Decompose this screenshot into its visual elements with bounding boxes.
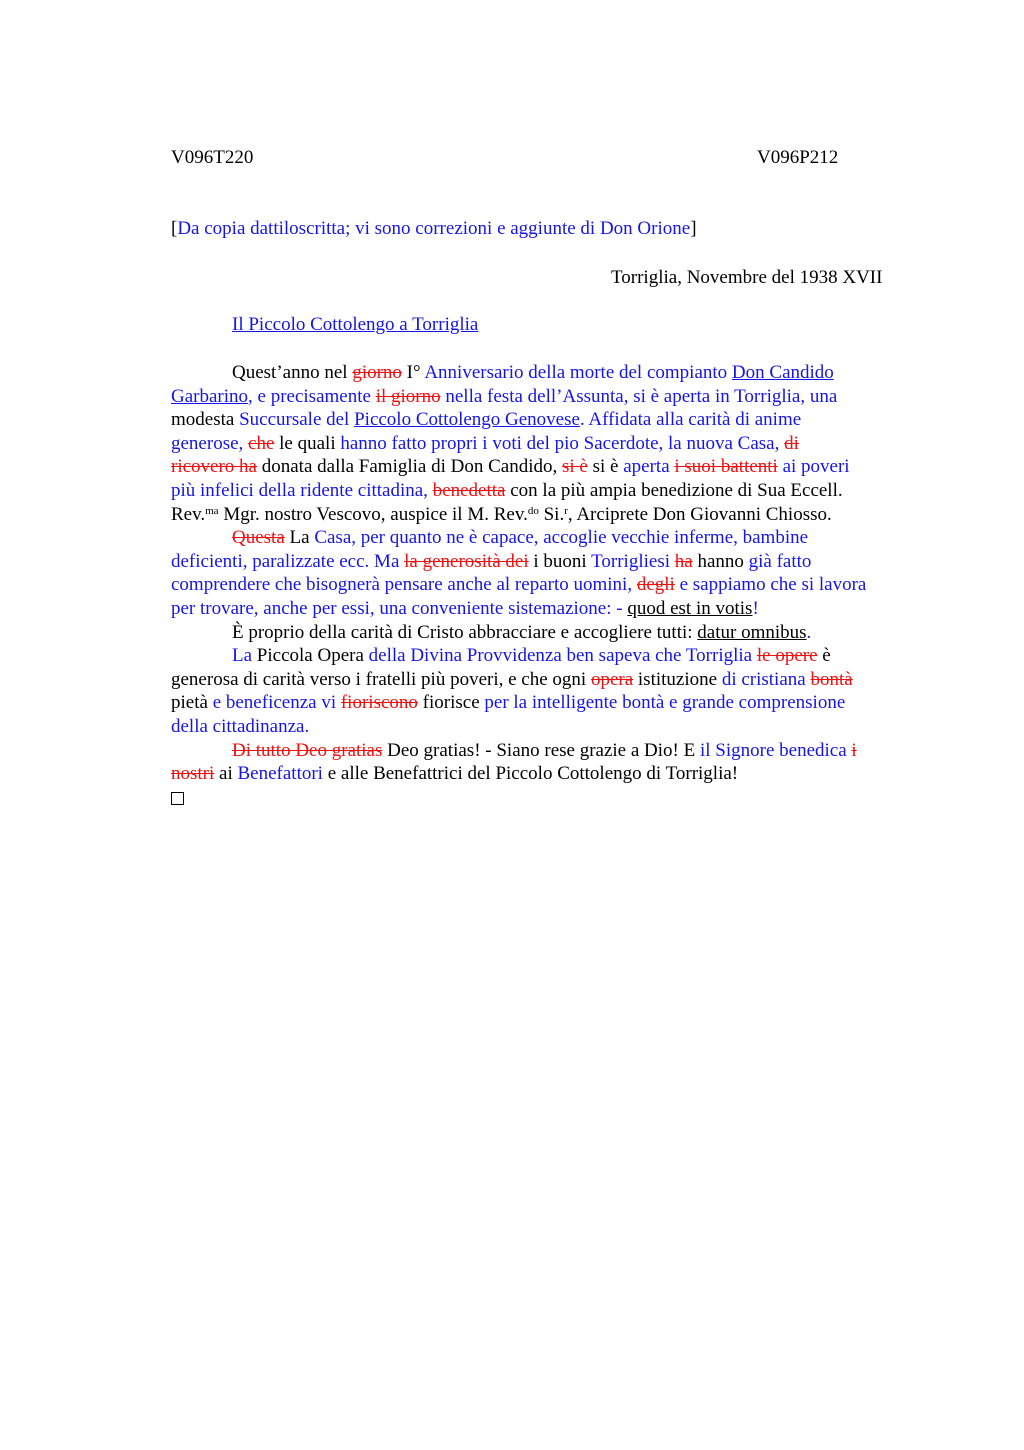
text-segment: pietà bbox=[171, 692, 213, 714]
text-segment: hanno fatto propri i voti del pio Sacerdote, la nuova Casa, bbox=[340, 432, 785, 454]
text-segment: È proprio della carità di Cristo abbracciare e accogliere tutti: bbox=[232, 621, 698, 643]
text-line bbox=[171, 455, 931, 479]
text-line bbox=[171, 644, 931, 668]
text-segment: per la intelligente bontà e grande comprensione bbox=[484, 692, 846, 714]
deleted-text: benedetta bbox=[432, 479, 506, 501]
text-segment: I° bbox=[401, 362, 425, 383]
text-segment: , e precisamente bbox=[248, 385, 376, 407]
deleted-text: i bbox=[851, 739, 857, 761]
dateline: Torriglia, Novembre del 1938 XVII bbox=[611, 267, 883, 288]
text-segment: Benefattori bbox=[237, 763, 323, 785]
text-segment: Quest’anno nel bbox=[232, 362, 353, 383]
text-segment: fiorisce bbox=[417, 692, 485, 714]
text-line bbox=[171, 432, 931, 456]
text-line bbox=[171, 479, 931, 503]
text-segment: della Divina Provvidenza ben sapeva che Torriglia bbox=[368, 645, 757, 667]
deleted-text: che bbox=[248, 432, 275, 454]
text-line bbox=[171, 715, 931, 739]
document-code-left: V096T220 bbox=[171, 147, 254, 168]
deleted-text: ricovero ha bbox=[171, 456, 257, 478]
text-segment: Si. bbox=[538, 503, 565, 525]
deleted-text: degli bbox=[636, 574, 675, 596]
text-segment: comprendere che bisognerà pensare anche al reparto uomini, bbox=[171, 574, 637, 596]
document-title: Il Piccolo Cottolengo a Torriglia bbox=[232, 314, 479, 335]
text-line bbox=[171, 621, 931, 645]
deleted-text: fioriscono bbox=[340, 692, 418, 714]
text-line bbox=[171, 573, 931, 597]
end-square-icon bbox=[171, 792, 184, 805]
text-segment: Mgr. nostro Vescovo, auspice il M. Rev. bbox=[218, 503, 528, 525]
text-segment: Torrigliesi bbox=[591, 550, 675, 572]
deleted-text: di bbox=[784, 432, 799, 454]
text-line bbox=[171, 361, 931, 385]
deleted-text: i suoi battenti bbox=[674, 456, 778, 478]
text-segment: istituzione bbox=[633, 668, 722, 690]
text-segment: Deo gratias! - Siano rese grazie a Dio! E bbox=[382, 739, 700, 761]
deleted-text: si è bbox=[562, 456, 588, 478]
text-segment: . bbox=[806, 621, 812, 643]
deleted-text: nostri bbox=[171, 763, 215, 785]
text-segment: con la più ampia benedizione di Sua Eccell. bbox=[505, 479, 843, 501]
text-line bbox=[171, 526, 931, 550]
text-segment: e sappiamo che si lavora bbox=[674, 574, 867, 596]
document-code-right: V096P212 bbox=[757, 147, 839, 168]
superscript: ma bbox=[205, 504, 219, 517]
deleted-text: opera bbox=[590, 668, 634, 690]
superscript: do bbox=[527, 504, 539, 517]
deleted-text: le opere bbox=[756, 645, 818, 667]
text-segment: . Affidata alla carità di anime bbox=[579, 409, 802, 431]
text-segment: e alle Benefattrici del Piccolo Cottolengo di Torriglia! bbox=[322, 763, 739, 785]
superscript: r bbox=[564, 504, 568, 517]
text-segment: Piccolo Cottolengo Genovese bbox=[354, 409, 580, 431]
end-of-text-line bbox=[171, 786, 931, 810]
text-line bbox=[171, 762, 931, 786]
note-open-bracket: [ bbox=[171, 218, 178, 239]
text-segment: e beneficenza vi bbox=[212, 692, 341, 714]
text-line bbox=[171, 408, 931, 432]
text-segment: quod est in votis bbox=[627, 597, 753, 619]
text-segment: La bbox=[232, 645, 253, 667]
deleted-text: Di tutto Deo gratias bbox=[232, 739, 383, 761]
text-segment: Piccola Opera bbox=[252, 645, 369, 667]
text-segment: le quali bbox=[274, 432, 341, 454]
text-segment: Casa, per quanto ne è capace, accoglie vecchie inferme, bambine bbox=[314, 527, 809, 549]
deleted-text: bontà bbox=[810, 668, 853, 690]
text-line bbox=[171, 385, 931, 409]
text-segment: Anniversario della morte del compianto bbox=[424, 362, 732, 383]
deleted-text: ha bbox=[674, 550, 693, 572]
deleted-text: il giorno bbox=[375, 385, 441, 407]
text-segment: donata dalla Famiglia di Don Candido, bbox=[256, 456, 562, 478]
text-segment: per trovare, anche per essi, una conveniente sistemazione: - bbox=[171, 597, 628, 619]
deleted-text: la generosità dei bbox=[404, 550, 529, 572]
text-segment: ! bbox=[752, 597, 759, 619]
text-line bbox=[171, 597, 931, 621]
text-segment: deficienti, paralizzate ecc. Ma bbox=[171, 550, 405, 572]
text-segment: di cristiana bbox=[721, 668, 811, 690]
text-segment: generose, bbox=[171, 432, 249, 454]
text-segment: Succursale del bbox=[239, 409, 355, 431]
text-segment: generosa di carità verso i fratelli più poveri, e che ogni bbox=[171, 668, 591, 690]
deleted-text: Questa bbox=[232, 527, 285, 549]
note-close-bracket: ] bbox=[690, 218, 697, 239]
text-segment: datur omnibus bbox=[697, 621, 807, 643]
text-segment: Rev. bbox=[171, 503, 206, 525]
text-segment: Don Candido bbox=[731, 362, 834, 383]
deleted-text: giorno bbox=[352, 362, 402, 383]
note-text: Da copia dattiloscritta; vi sono correzioni e aggiunte di Don Orione bbox=[177, 218, 691, 239]
text-segment: ai poveri bbox=[777, 456, 850, 478]
text-segment: hanno bbox=[692, 550, 749, 572]
text-line bbox=[171, 503, 931, 527]
text-line bbox=[171, 550, 931, 574]
text-segment: ai bbox=[214, 763, 238, 785]
text-segment: più infelici della ridente cittadina, bbox=[171, 479, 433, 501]
text-line bbox=[171, 668, 931, 692]
text-segment: già fatto bbox=[748, 550, 812, 572]
editorial-note bbox=[171, 217, 697, 241]
text-segment: i buoni bbox=[528, 550, 592, 572]
text-segment: della cittadinanza. bbox=[171, 715, 310, 737]
text-segment: è bbox=[817, 645, 831, 667]
text-segment: , Arciprete Don Giovanni Chiosso. bbox=[567, 503, 832, 525]
text-segment: aperta bbox=[623, 456, 675, 478]
text-line bbox=[171, 739, 931, 763]
document-body bbox=[171, 361, 931, 809]
text-segment: Garbarino bbox=[171, 385, 249, 407]
text-segment: modesta bbox=[171, 409, 240, 431]
text-line bbox=[171, 691, 931, 715]
text-segment: il Signore benedica bbox=[699, 739, 852, 761]
text-segment: La bbox=[284, 527, 315, 549]
text-segment: nella festa dell’Assunta, si è aperta in Torriglia, una bbox=[440, 385, 838, 407]
text-segment: si è bbox=[587, 456, 624, 478]
